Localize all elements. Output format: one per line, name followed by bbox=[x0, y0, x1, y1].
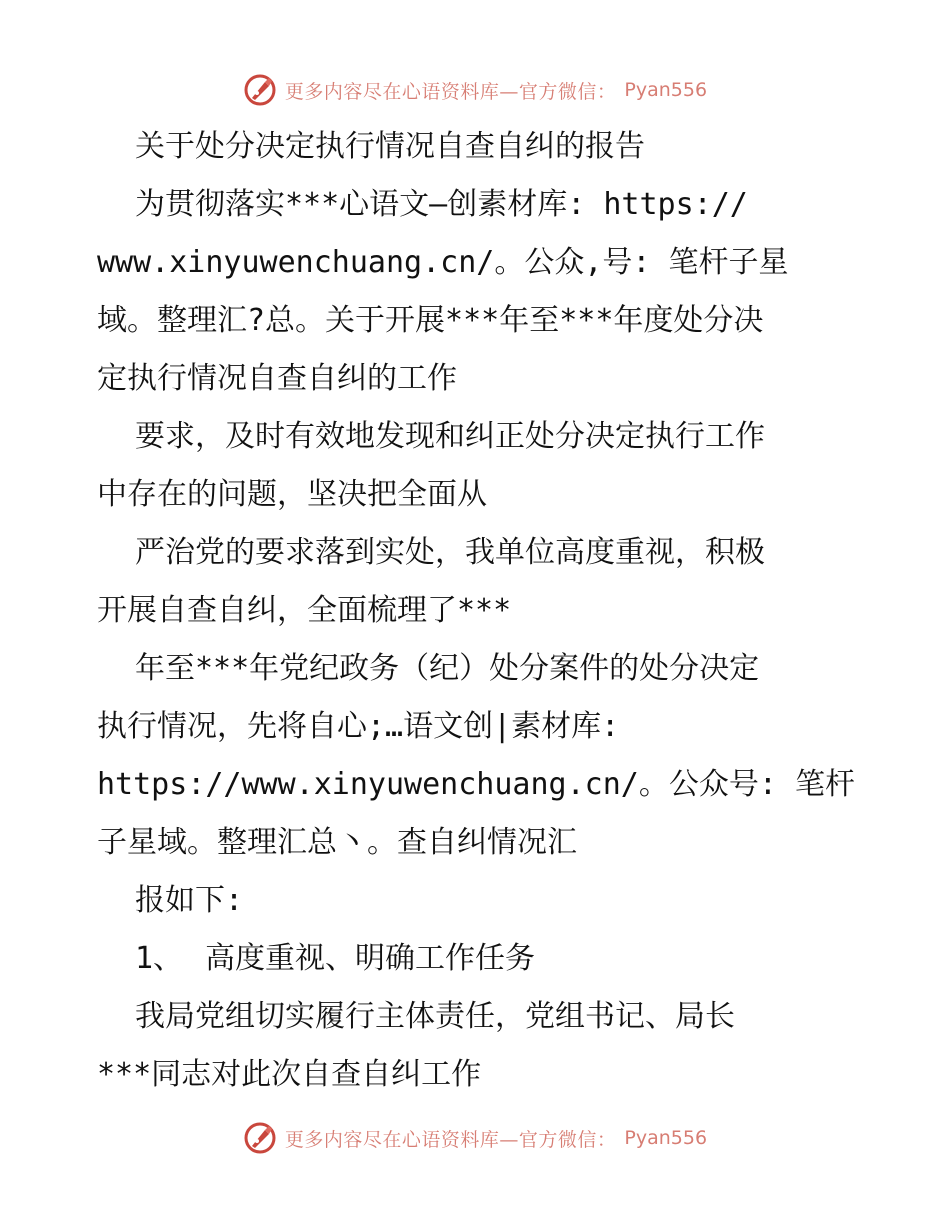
section-heading-text: 高度重视、明确工作任务 bbox=[205, 941, 536, 976]
paragraph-line: 年至***年党纪政务（纪）处分案件的处分决定 bbox=[135, 651, 760, 686]
paragraph-line: 为贯彻落实***心语文—创素材库: https:// bbox=[135, 187, 748, 222]
paragraph-line: 子星域。整理汇总丶。查自纠情况汇 bbox=[97, 825, 577, 860]
doc-title: 关于处分决定执行情况自查自纠的报告 bbox=[135, 129, 645, 164]
pen-nib-seal-icon bbox=[243, 1121, 277, 1155]
section-heading bbox=[97, 930, 867, 988]
paragraph-line: 要求，及时有效地发现和纠正处分决定执行工作 bbox=[135, 419, 765, 454]
paragraph-line: 严治党的要求落到实处，我单位高度重视，积极 bbox=[135, 535, 765, 570]
paragraph-line: 开展自查自纠，全面梳理了*** bbox=[97, 593, 512, 628]
header-watermark bbox=[0, 70, 950, 110]
watermark-text: 更多内容尽在心语资料库—官方微信： bbox=[284, 80, 617, 103]
paragraph-line: https://www.xinyuwenchuang.cn/。公众号: 笔杆 bbox=[97, 767, 855, 802]
watermark-text: 更多内容尽在心语资料库—官方微信： bbox=[284, 1128, 617, 1151]
paragraph-line: 我局党组切实履行主体责任，党组书记、局长 bbox=[135, 999, 735, 1034]
paragraph-line: 中存在的问题，坚决把全面从 bbox=[97, 477, 487, 512]
pen-nib-seal-icon bbox=[243, 73, 277, 107]
paragraph-line: 定执行情况自查自纠的工作 bbox=[97, 361, 457, 396]
document-body bbox=[97, 118, 867, 1104]
footer-watermark bbox=[0, 1118, 950, 1158]
watermark-wechat-id: Pyan556 bbox=[624, 79, 708, 101]
paragraph-line: ***同志对此次自查自纠工作 bbox=[97, 1057, 482, 1092]
paragraph-line: www.xinyuwenchuang.cn/。公众,号: 笔杆子星 bbox=[97, 245, 789, 280]
paragraph-line: 执行情况，先将自心;…语文创|素材库: bbox=[97, 709, 620, 744]
paragraph-line: 域。整理汇?总。关于开展***年至***年度处分决 bbox=[97, 303, 764, 338]
watermark-wechat-id: Pyan556 bbox=[624, 1127, 708, 1149]
section-number: 1、 bbox=[135, 941, 184, 976]
paragraph-line: 报如下: bbox=[135, 883, 244, 918]
